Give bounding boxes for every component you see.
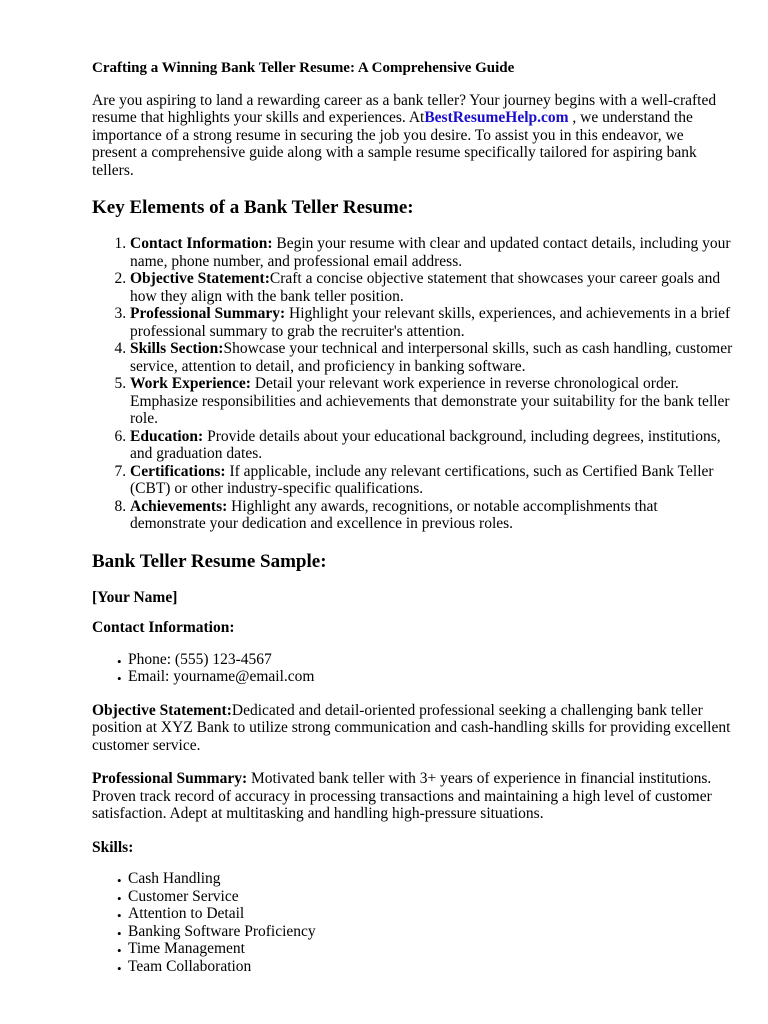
- best-resume-help-link[interactable]: BestResumeHelp.com: [424, 109, 569, 126]
- contact-info-heading: Contact Information:: [92, 619, 235, 636]
- intro-text-end: , we understand the importance of a strong resume in securing the job you desire. To assist you in this endeavor, we present a comprehensive guide along with a sample resume specifically tailored for aspiring bank tellers.: [92, 109, 697, 179]
- list-item-text: Highlight your relevant skills, experiences, and achievements in a brief professional summary to grab the recruiter's attention.: [130, 305, 731, 340]
- list-item-term: Contact Information:: [130, 235, 273, 252]
- list-item: [130, 340, 736, 375]
- list-item-term: Skills Section:: [130, 340, 224, 357]
- contact-phone: • Phone: (555) 123-4567: [128, 651, 728, 669]
- list-item-text: Provide details about your educational background, including degrees, institutions, and graduation dates.: [130, 427, 721, 462]
- skills-list: [92, 870, 728, 975]
- key-elements-heading: Key Elements of a Bank Teller Resume:: [92, 197, 414, 218]
- skill-item: • Customer Service: [128, 888, 728, 906]
- objective-text: Dedicated and detail-oriented professional seeking a challenging bank teller position at XYZ Bank to utilize strong communication and cash-handling skills for providing excellent customer service.: [92, 701, 731, 754]
- list-item-text: If applicable, include any relevant certifications, such as Certified Bank Teller (CBT) or other industry-specific qualifications.: [130, 462, 714, 497]
- intro-text-start: Are you aspiring to land a rewarding career as a bank teller? Your journey begins with a well-crafted resume that highlights your skills and experiences. At: [92, 91, 717, 126]
- list-item-text: Begin your resume with clear and updated contact details, including your name, phone number, and professional email address.: [130, 235, 731, 270]
- list-item-term: Work Experience:: [130, 375, 251, 392]
- list-item-term: Education:: [130, 427, 204, 445]
- list-item: [130, 428, 736, 463]
- list-item: [130, 463, 736, 498]
- skill-item: • Team Collaboration: [128, 958, 728, 976]
- list-item-text: Craft a concise objective statement that showcases your career goals and how they align with the bank teller position.: [130, 270, 721, 305]
- skill-item: • Attention to Detail: [128, 905, 728, 923]
- list-item: [130, 305, 736, 340]
- list-item-term: Professional Summary:: [130, 305, 286, 322]
- list-item-text: Detail your relevant work experience in reverse chronological order. Emphasize responsibilities and achievements that demonstrate your suitability for the bank teller role.: [130, 375, 730, 427]
- skill-item: • Time Management: [128, 940, 728, 958]
- list-item-term: Objective Statement:: [130, 270, 270, 287]
- intro-paragraph: [92, 92, 732, 180]
- document-title: Crafting a Winning Bank Teller Resume: A Comprehensive Guide: [92, 60, 515, 76]
- list-item: [130, 375, 736, 428]
- list-item: [130, 270, 736, 305]
- skill-item: • Cash Handling: [128, 870, 728, 888]
- list-item-term: Certifications:: [130, 462, 226, 480]
- skills-heading: Skills:: [92, 838, 134, 856]
- skill-item: • Banking Software Proficiency: [128, 923, 728, 941]
- list-item-text: Highlight any awards, recognitions, or notable accomplishments that demonstrate your dedication and excellence in previous roles.: [130, 497, 658, 532]
- objective-term: Objective Statement:: [92, 701, 232, 719]
- list-item: [130, 498, 736, 533]
- summary-text: Motivated bank teller with 3+ years of experience in financial institutions. Proven track record of accuracy in processing transactions and maintaining a high level of customer satisfaction. Adept at multitasking and handling high-pressure situations.: [92, 770, 712, 822]
- summary-term: Professional Summary:: [92, 770, 248, 787]
- contact-email: • Email: yourname@email.com: [128, 668, 728, 686]
- summary-paragraph: [92, 770, 732, 823]
- contact-list: [92, 651, 728, 686]
- list-item: [130, 235, 736, 270]
- objective-paragraph: [92, 702, 732, 755]
- list-item-term: Achievements:: [130, 497, 228, 515]
- list-item-text: Showcase your technical and interpersonal skills, such as cash handling, customer service, attention to detail, and proficiency in banking software.: [130, 340, 733, 375]
- your-name-placeholder: [Your Name]: [92, 588, 178, 606]
- sample-heading: Bank Teller Resume Sample:: [92, 550, 327, 572]
- key-elements-list: [92, 235, 736, 533]
